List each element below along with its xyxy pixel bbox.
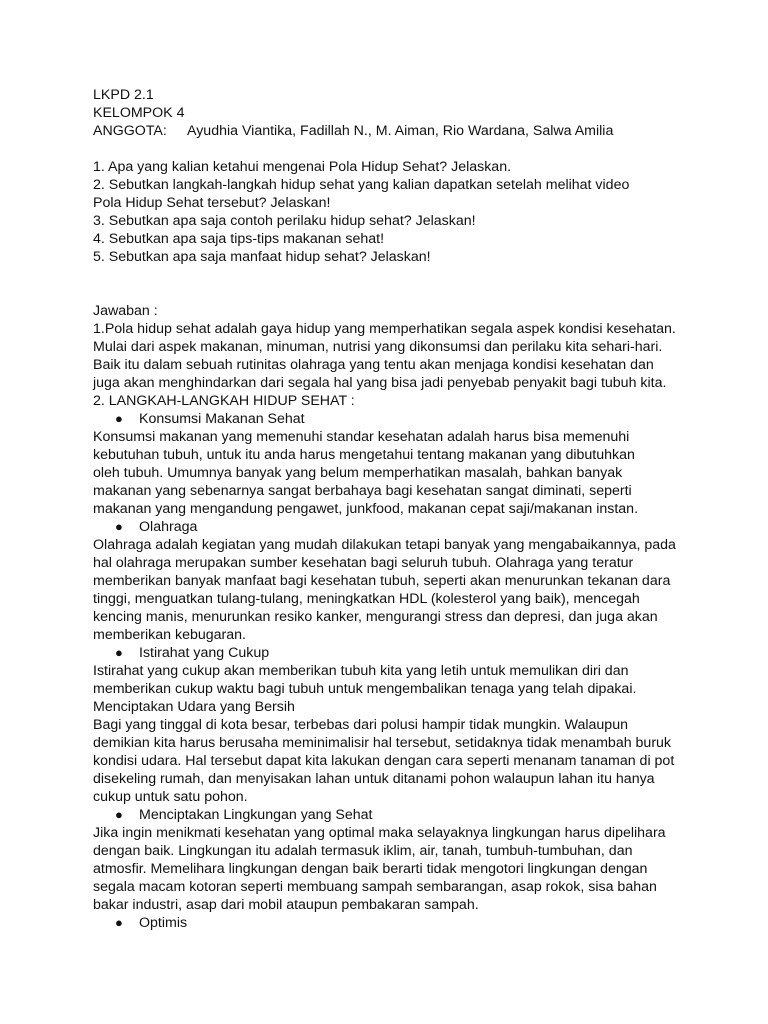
document-title: LKPD 2.1	[93, 87, 154, 103]
step-5-line: segala macam kotoran seperti membuang sampah sembarangan, asap rokok, sisa bahan	[93, 879, 657, 895]
members-label: ANGGOTA:	[93, 123, 167, 139]
answers-label: Jawaban :	[93, 303, 158, 319]
answer-1-line: 1.Pola hidup sehat adalah gaya hidup yang memperhatikan segala aspek kondisi kesehatan.	[93, 321, 676, 337]
answer-1-line: Mulai dari aspek makanan, minuman, nutrisi yang dikonsumsi dan perilaku kita sehari-hari.	[93, 339, 663, 355]
step-3-line: Istirahat yang cukup akan memberikan tubuh kita yang letih untuk memulikan diri dan	[93, 663, 629, 679]
step-2-line: kencing manis, menurunkan resiko kanker, mengurangi stress dan depresi, dan juga akan	[93, 609, 658, 625]
answer-2-heading: 2. LANGKAH-LANGKAH HIDUP SEHAT :	[93, 393, 355, 409]
bullet-icon: ●	[115, 411, 123, 426]
step-4-title: Menciptakan Udara yang Bersih	[93, 699, 295, 715]
step-4-line: kondisi udara. Hal tersebut dapat kita lakukan dengan cara seperti menanam tanaman di pot	[93, 753, 675, 769]
step-4-line: cukup untuk satu pohon.	[93, 789, 248, 805]
step-5-line: bakar industri, asap dari mobil ataupun pembakaran sampah.	[93, 897, 479, 913]
step-2-line: memberikan kebugaran.	[93, 627, 246, 643]
answer-1-line: juga akan menghindarkan dari segala hal yang bisa jadi penyebab penyakit bagi tubuh kita.	[93, 375, 667, 391]
members-list: Ayudhia Viantika, Fadillah N., M. Aiman, Rio Wardana, Salwa Amilia	[187, 123, 614, 139]
step-1-line: kebutuhan tubuh, untuk itu anda harus mengetahui tentang makanan yang dibutuhkan	[93, 447, 635, 463]
step-5-line: atmosfir. Memelihara lingkungan dengan baik berarti tidak mengotori lingkungan dengan	[93, 861, 648, 877]
step-5-heading	[93, 806, 693, 824]
bullet-icon: ●	[115, 519, 123, 534]
document-content	[93, 86, 693, 932]
step-5-line: Jika ingin menikmati kesehatan yang optimal maka selayaknya lingkungan harus dipelihara	[93, 825, 666, 841]
spacer	[93, 284, 693, 302]
group-name: KELOMPOK 4	[93, 105, 185, 121]
bullet-icon: ●	[115, 915, 123, 930]
step-3-line: memberikan cukup waktu bagi tubuh untuk mengembalikan tenaga yang telah dipakai.	[93, 681, 637, 697]
step-3-heading	[93, 644, 693, 662]
step-6-title: Optimis	[139, 915, 188, 931]
spacer	[93, 140, 693, 158]
step-1-title: Konsumsi Makanan Sehat	[139, 411, 305, 427]
question-4: 4. Sebutkan apa saja tips-tips makanan sehat!	[93, 231, 385, 247]
bullet-icon: ●	[115, 645, 123, 660]
step-5-line: dengan baik. Lingkungan itu adalah termasuk iklim, air, tanah, tumbuh-tumbuhan, dan	[93, 843, 633, 859]
step-2-line: Olahraga adalah kegiatan yang mudah dilakukan tetapi banyak yang mengabaikannya, pada	[93, 537, 676, 553]
step-1-line: oleh tubuh. Umumnya banyak yang belum memperhatikan masalah, bahkan banyak	[93, 465, 623, 481]
question-1: 1. Apa yang kalian ketahui mengenai Pola Hidup Sehat? Jelaskan.	[93, 159, 512, 175]
step-1-line: makanan yang mengandung pengawet, junkfood, makanan cepat saji/makanan instan.	[93, 501, 639, 517]
step-3-title: Istirahat yang Cukup	[139, 645, 270, 661]
step-2-line: tinggi, menguatkan tulang-tulang, meningkatkan HDL (kolesterol yang baik), mencegah	[93, 591, 640, 607]
step-1-line: Konsumsi makanan yang memenuhi standar kesehatan adalah harus bisa memenuhi	[93, 429, 630, 445]
step-1-line: makanan yang sebenarnya sangat berbahaya bagi kesehatan sangat diminati, seperti	[93, 483, 632, 499]
step-1-heading	[93, 410, 693, 428]
question-2: 2. Sebutkan langkah-langkah hidup sehat yang kalian dapatkan setelah melihat video	[93, 177, 630, 193]
step-2-title: Olahraga	[139, 519, 198, 535]
step-2-line: memberikan banyak manfaat bagi kesehatan tubuh, seperti akan menurunkan tekanan dara	[93, 573, 671, 589]
step-2-heading	[93, 518, 693, 536]
question-2-continued: Pola Hidup Sehat tersebut? Jelaskan!	[93, 195, 331, 211]
bullet-icon: ●	[115, 807, 123, 822]
spacer	[93, 266, 693, 284]
step-5-title: Menciptakan Lingkungan yang Sehat	[139, 807, 373, 823]
question-3: 3. Sebutkan apa saja contoh perilaku hidup sehat? Jelaskan!	[93, 213, 476, 229]
step-2-line: hal olahraga merupakan sumber kesehatan bagi seluruh tubuh. Olahraga yang teratur	[93, 555, 634, 571]
question-5: 5. Sebutkan apa saja manfaat hidup sehat? Jelaskan!	[93, 249, 431, 265]
step-4-line: Bagi yang tinggal di kota besar, terbebas dari polusi hampir tidak mungkin. Walaupun	[93, 717, 628, 733]
step-4-line: disekeling rumah, dan menyisakan lahan untuk ditanami pohon walaupun lahan itu hanya	[93, 771, 655, 787]
members-row	[93, 122, 693, 140]
step-6-heading	[93, 914, 693, 932]
step-4-line: demikian kita harus berusaha meminimalisir hal tersebut, setidaknya tidak menambah buruk	[93, 735, 672, 751]
answer-1-line: Baik itu dalam sebuah rutinitas olahraga yang tentu akan menjaga kondisi kesehatan dan	[93, 357, 654, 373]
